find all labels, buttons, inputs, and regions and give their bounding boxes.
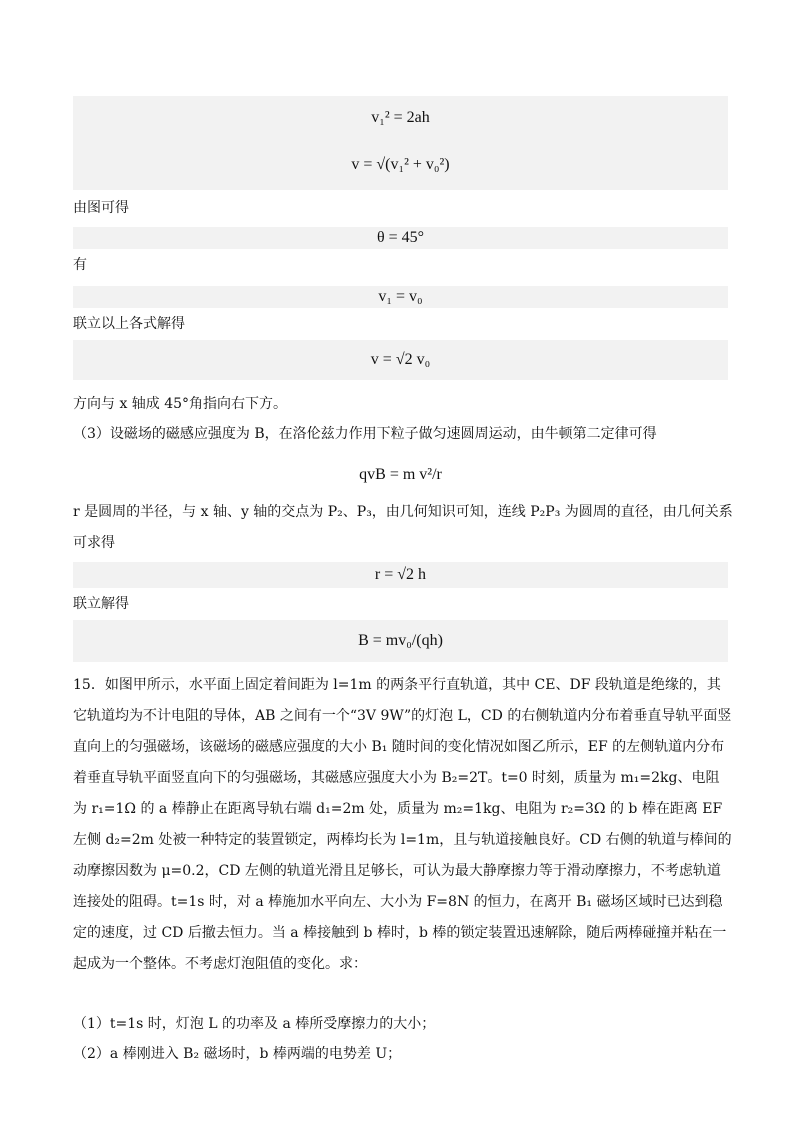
text-radius-geometry: r 是圆周的半径，与 x 轴、y 轴的交点为 P₂、P₃，由几何知识可知，连线 P₂P₃ 为圆周的直径，由几何关系可求得 <box>73 504 733 551</box>
equation-lorentz <box>73 450 728 500</box>
text-you: 有 <box>73 257 87 273</box>
question-15-part-2: （2）a 棒刚进入 B₂ 磁场时，b 棒两端的电势差 U； <box>73 1046 402 1062</box>
equation-v-magnitude-text: v = √(v₁² + v₀²) <box>351 156 450 173</box>
text-combine-solve-2: 联立解得 <box>73 596 129 612</box>
equation-r-root2h-text: r = √2 h <box>374 566 427 583</box>
equation-v1-equals-v0 <box>73 286 728 308</box>
equation-v1-equals-v0-text: v₁ = v₀ <box>378 288 423 305</box>
equation-v-root2 <box>73 340 728 380</box>
equation-v-magnitude <box>73 140 728 190</box>
text-direction: 方向与 x 轴成 45°角指向右下方。 <box>73 396 288 412</box>
equation-theta <box>73 227 728 249</box>
text-combine-solve: 联立以上各式解得 <box>73 316 185 332</box>
equation-v1-squared <box>73 96 728 140</box>
question-15: 15．如图甲所示，水平面上固定着间距为 l=1m 的两条平行直轨道，其中 CE、DF 段轨道是绝缘的，其它轨道均为不计电阻的导体，AB 之间有一个“3V 9W”的灯泡 L，CD 的右侧轨道内分布着垂直导轨平面竖直向上的匀强磁场，该磁场的磁感应强度的大小 B₁ 随时间的变化情况如图乙所示，EF 的左侧轨道内分布着垂直导轨平面竖直向下的匀强磁场，其磁感应强度大小为 B₂=2T。t=0 时刻，质量为 m₁=2kg、电阻为 r₁=1Ω 的 a 棒静止在距离导轨右端 d₁=2m 处，质量为 m₂=1kg、电阻为 r₂=3Ω 的 b 棒在距离 EF 左侧 d₂=2m 处被一种特定的装置锁定，两棒均长为 l=1m，且与轨道接触良好。CD 右侧的轨道与棒间的动摩擦因数为 μ=0.2，CD 左侧的轨道光滑且足够长，可认为最大静摩擦力等于滑动摩擦力，不考虑轨道连接处的阻碍。t=1s 时，对 a 棒施加水平向左、大小为 F=8N 的恒力，在离开 B₁ 磁场区域时已达到稳定的速度，过 CD 后撤去恒力。当 a 棒接触到 b 棒时，b 棒的锁定装置迅速解除，随后两棒碰撞并粘在一起成为一个整体。不考虑灯泡阻值的变化。求： <box>73 677 732 972</box>
equation-r-root2h <box>73 562 728 588</box>
equation-lorentz-text: qvB = m v²/r <box>359 466 442 483</box>
text-part3-intro: （3）设磁场的磁感应强度为 B，在洛伦兹力作用下粒子做匀速圆周运动，由牛顿第二定律可得 <box>73 426 657 442</box>
question-15-part-1: （1）t=1s 时，灯泡 L 的功率及 a 棒所受摩擦力的大小； <box>73 1016 436 1032</box>
equation-v-root2-text: v = √2 v₀ <box>370 351 431 368</box>
equation-theta-text: θ = 45° <box>376 229 425 246</box>
equation-B-text: B = mv₀/(qh) <box>358 632 443 649</box>
equation-v1-squared-text: v₁² = 2ah <box>371 109 430 126</box>
text-from-figure: 由图可得 <box>73 200 129 216</box>
equation-B <box>73 620 728 662</box>
